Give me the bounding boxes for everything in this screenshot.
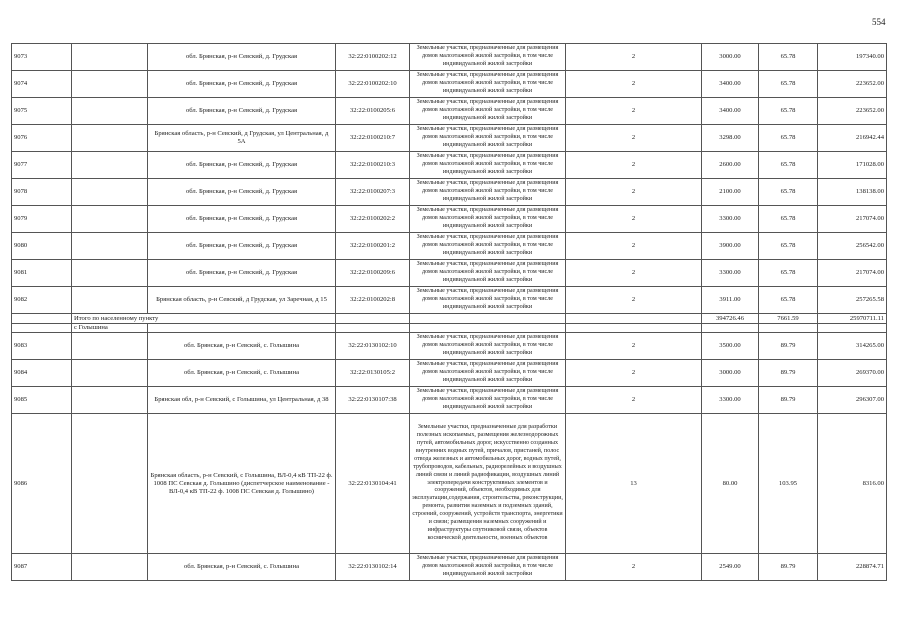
land-use-cell: Земельные участки, предназначенные для размещения домов малоэтажной жилой застройки, в том числе индивидуальной жилой застройки [410,260,566,287]
cadastral-number-cell: 32:22:0130102:10 [336,333,410,360]
address-cell: обл. Брянская, р-н Севский, с. Голышина [148,360,336,387]
land-use-cell: Земельные участки, предназначенные для размещения домов малоэтажной жилой застройки, в том числе индивидуальной жилой застройки [410,125,566,152]
row-number: 9083 [12,333,72,360]
cadastral-number-cell: 32:22:0130105:2 [336,360,410,387]
category-cell: 2 [566,554,702,581]
address-cell: обл. Брянская, р-н Севский, д. Грудская [148,152,336,179]
table-row [12,333,887,360]
area-cell: 3298.00 [702,125,759,152]
cadastral-number-cell: 32:22:0130107:38 [336,387,410,414]
page-number: 554 [872,17,886,27]
land-use-cell: Земельные участки, предназначенные для размещения домов малоэтажной жилой застройки, в том числе индивидуальной жилой застройки [410,287,566,314]
table-row [12,360,887,387]
table-row [12,152,887,179]
area-cell: 80.00 [702,414,759,554]
rate-cell: 65.78 [759,206,818,233]
table-row [12,287,887,314]
cadastral-value-cell: 171028.00 [818,152,887,179]
cadastral-number-cell: 32:22:0100202:2 [336,206,410,233]
row-number: 9080 [12,233,72,260]
settlement-cell [72,414,148,554]
table-row [12,125,887,152]
settlement-cell [72,233,148,260]
land-use-cell: Земельные участки, предназначенные для размещения домов малоэтажной жилой застройки, в том числе индивидуальной жилой застройки [410,44,566,71]
area-cell: 3000.00 [702,44,759,71]
area-cell: 2549.00 [702,554,759,581]
row-number: 9079 [12,206,72,233]
cadastral-value-cell: 197340.00 [818,44,887,71]
cadastral-number-cell: 32:22:0100207:3 [336,179,410,206]
total-area: 394726.46 [702,314,759,324]
row-number: 9077 [12,152,72,179]
table-row [12,260,887,287]
table-row [12,554,887,581]
settlement-cell [72,333,148,360]
area-cell: 2100.00 [702,179,759,206]
area-cell: 3000.00 [702,360,759,387]
rate-cell: 89.79 [759,333,818,360]
address-cell: обл. Брянская, р-н Севский, д. Грудская [148,260,336,287]
settlement-cell [72,206,148,233]
land-use-cell: Земельные участки, предназначенные для размещения домов малоэтажной жилой застройки, в том числе индивидуальной жилой застройки [410,179,566,206]
area-cell: 3900.00 [702,233,759,260]
land-use-cell: Земельные участки, предназначенные для размещения домов малоэтажной жилой застройки, в том числе индивидуальной жилой застройки [410,554,566,581]
area-cell: 3911.00 [702,287,759,314]
cadastral-value-cell: 216942.44 [818,125,887,152]
category-cell: 2 [566,152,702,179]
settlement-cell [72,44,148,71]
land-use-cell: Земельные участки, предназначенные для размещения домов малоэтажной жилой застройки, в том числе индивидуальной жилой застройки [410,71,566,98]
category-cell: 2 [566,333,702,360]
address-cell: Брянская область, р-н Севский, д Грудская, ул Центральная, д 5А [148,125,336,152]
row-number: 9085 [12,387,72,414]
table-row [12,179,887,206]
area-cell: 2600.00 [702,152,759,179]
area-cell: 3500.00 [702,333,759,360]
land-use-cell: Земельные участки, предназначенные для размещения домов малоэтажной жилой застройки, в том числе индивидуальной жилой застройки [410,360,566,387]
land-use-cell: Земельные участки, предназначенные для размещения домов малоэтажной жилой застройки, в том числе индивидуальной жилой застройки [410,98,566,125]
table-body [12,44,887,581]
category-cell: 2 [566,44,702,71]
area-cell: 3400.00 [702,71,759,98]
table-row [12,98,887,125]
row-number: 9074 [12,71,72,98]
settlement-cell [72,360,148,387]
category-cell: 2 [566,360,702,387]
cadastral-value-cell: 217074.00 [818,260,887,287]
row-number: 9081 [12,260,72,287]
cadastral-value-cell: 8316.00 [818,414,887,554]
table-row [12,387,887,414]
address-cell: обл. Брянская, р-н Севский, с. Голышина [148,333,336,360]
cadastral-value-cell: 257265.58 [818,287,887,314]
total-row [12,314,887,324]
land-use-cell: Земельные участки, предназначенные для размещения домов малоэтажной жилой застройки, в том числе индивидуальной жилой застройки [410,233,566,260]
category-cell: 2 [566,206,702,233]
total-rate: 7661.59 [759,314,818,324]
land-register-table [11,43,887,581]
cadastral-value-cell: 228874.71 [818,554,887,581]
settlement-cell [72,179,148,206]
table-row [12,71,887,98]
rate-cell: 65.78 [759,287,818,314]
address-cell: обл. Брянская, р-н Севский, д. Грудская [148,44,336,71]
category-cell: 13 [566,414,702,554]
address-cell: обл. Брянская, р-н Севский, д. Грудская [148,233,336,260]
address-cell: обл. Брянская, р-н Севский, д. Грудская [148,98,336,125]
area-cell: 3300.00 [702,206,759,233]
settlement-cell [72,554,148,581]
category-cell: 2 [566,125,702,152]
empty-cell [702,324,759,333]
settlement-cell [72,260,148,287]
category-cell: 2 [566,260,702,287]
settlement-cell [72,152,148,179]
address-cell: Брянская область, р-н Севский, с Голышина, ВЛ-0,4 кВ ТП-22 ф. 1008 ПС Севская д. Голышино (диспетчерское наименование - ВЛ-0,4 кВ ТП-22 ф. 1008 ПС Севская д. Голышино) [148,414,336,554]
cadastral-number-cell: 32:22:0100202:8 [336,287,410,314]
address-cell: Брянская область, р-н Севский, д Грудская, ул Заречная, д 15 [148,287,336,314]
settlement-cell [72,71,148,98]
cadastral-value-cell: 296307.00 [818,387,887,414]
land-use-cell: Земельные участки, предназначенные для разработки полезных ископаемых, размещения железнодорожных путей, автомобильных дорог, искусственно созданных внутренних водных путей, причалов, пристаней, полос отвода железных и автомобильных дорог, водных путей, трубопроводов, кабельных, радиорелейных и воздушных линий связи и линий радиофикации, воздушных линий электропередачи конструктивных элементов и сооружений, объектов, необходимых для эксплуатации,содержания, строительства, реконструкции, ремонта, развития наземных и подземных зданий, строений, сооружений, устройств транспорта, энергетики и связи; размещения наземных сооружений и инфраструктуры спутниковой связи, объектов космической деятельности, военных объектов [410,414,566,554]
area-cell: 3300.00 [702,260,759,287]
row-number: 9073 [12,44,72,71]
row-number: 9082 [12,287,72,314]
empty-cell [148,324,336,333]
row-number: 9076 [12,125,72,152]
rate-cell: 65.78 [759,152,818,179]
cadastral-value-cell: 314265.00 [818,333,887,360]
table-row [12,44,887,71]
land-use-cell: Земельные участки, предназначенные для размещения домов малоэтажной жилой застройки, в том числе индивидуальной жилой застройки [410,387,566,414]
address-cell: обл. Брянская, р-н Севский, д. Грудская [148,71,336,98]
settlement-cell [72,287,148,314]
rate-cell: 89.79 [759,387,818,414]
cadastral-number-cell: 32:22:0100205:6 [336,98,410,125]
rate-cell: 103.95 [759,414,818,554]
empty-cell [336,324,410,333]
cadastral-number-cell: 32:22:0100201:2 [336,233,410,260]
address-cell: обл. Брянская, р-н Севский, д. Грудская [148,179,336,206]
total-label: Итого по населенному пункту [72,314,336,324]
settlement-cell [72,98,148,125]
row-number: 9075 [12,98,72,125]
rate-cell: 65.78 [759,260,818,287]
total-cost: 25970711.11 [818,314,887,324]
cadastral-value-cell: 223652.00 [818,98,887,125]
rate-cell: 65.78 [759,71,818,98]
category-cell [566,314,702,324]
land-use-cell: Земельные участки, предназначенные для размещения домов малоэтажной жилой застройки, в том числе индивидуальной жилой застройки [410,333,566,360]
row-number [12,324,72,333]
area-cell: 3300.00 [702,387,759,414]
empty-cell [566,324,702,333]
rate-cell: 65.78 [759,98,818,125]
row-number: 9078 [12,179,72,206]
rate-cell: 65.78 [759,44,818,71]
settlement-cell [72,387,148,414]
cadastral-number-cell [336,314,410,324]
cadastral-value-cell: 138138.00 [818,179,887,206]
rate-cell: 89.79 [759,360,818,387]
cadastral-number-cell: 32:22:0100202:10 [336,71,410,98]
cadastral-value-cell: 269370.00 [818,360,887,387]
cadastral-number-cell: 32:22:0130102:14 [336,554,410,581]
table-row [12,206,887,233]
area-cell: 3400.00 [702,98,759,125]
cadastral-number-cell: 32:22:0100202:12 [336,44,410,71]
address-cell: обл. Брянская, р-н Севский, д. Грудская [148,206,336,233]
cadastral-value-cell: 256542.00 [818,233,887,260]
land-use-cell: Земельные участки, предназначенные для размещения домов малоэтажной жилой застройки, в том числе индивидуальной жилой застройки [410,206,566,233]
category-cell: 2 [566,71,702,98]
cadastral-number-cell: 32:22:0100210:7 [336,125,410,152]
category-cell: 2 [566,233,702,260]
cadastral-number-cell: 32:22:0100210:3 [336,152,410,179]
address-cell: обл. Брянская, р-н Севский, с. Голышина [148,554,336,581]
rate-cell: 65.78 [759,233,818,260]
empty-cell [818,324,887,333]
settlement-cell [72,125,148,152]
table-row [12,233,887,260]
land-use-cell [410,314,566,324]
table-row [12,414,887,554]
rate-cell: 65.78 [759,125,818,152]
cadastral-value-cell: 217074.00 [818,206,887,233]
category-cell: 2 [566,179,702,206]
row-number: 9087 [12,554,72,581]
empty-cell [759,324,818,333]
row-number: 9084 [12,360,72,387]
cadastral-number-cell: 32:22:0100209:6 [336,260,410,287]
land-use-cell: Земельные участки, предназначенные для размещения домов малоэтажной жилой застройки, в том числе индивидуальной жилой застройки [410,152,566,179]
settlement-name: с Голышина [72,324,148,333]
rate-cell: 89.79 [759,554,818,581]
category-cell: 2 [566,98,702,125]
row-number [12,314,72,324]
cadastral-number-cell: 32:22:0130104:41 [336,414,410,554]
row-number: 9086 [12,414,72,554]
address-cell: Брянская обл, р-н Севский, с Голышина, ул Центральная, д 38 [148,387,336,414]
rate-cell: 65.78 [759,179,818,206]
cadastral-value-cell: 223652.00 [818,71,887,98]
category-cell: 2 [566,387,702,414]
settlement-header-row [12,324,887,333]
empty-cell [410,324,566,333]
category-cell: 2 [566,287,702,314]
